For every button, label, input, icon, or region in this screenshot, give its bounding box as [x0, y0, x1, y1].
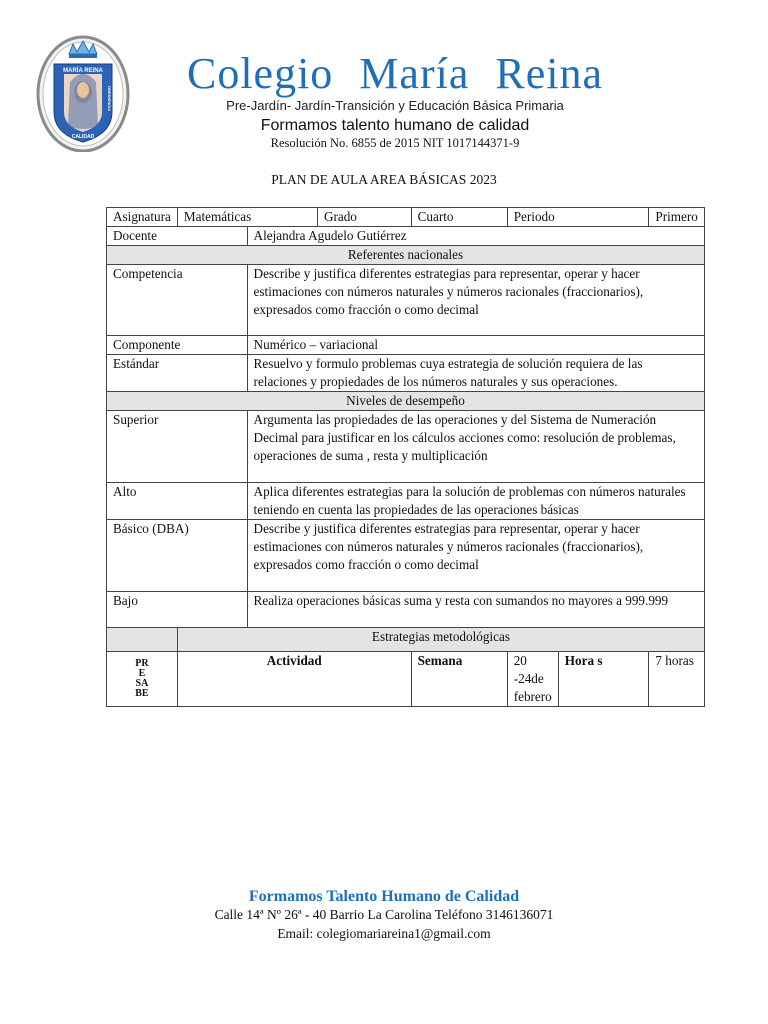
componente-label: Componente [107, 336, 248, 355]
table-row [107, 265, 705, 336]
horas-label: Hora s [558, 652, 649, 707]
svg-text:OBEDIENCIA: OBEDIENCIA [107, 86, 112, 112]
periodo-label: Periodo [507, 208, 649, 227]
table-row [107, 483, 705, 520]
table-row [107, 411, 705, 483]
prefase-line: SA [135, 678, 149, 689]
referentes-header: Referentes nacionales [107, 246, 705, 265]
semana-label: Semana [411, 652, 507, 707]
lesson-plan-table [106, 207, 705, 707]
horas-value: 7 horas [649, 652, 705, 707]
semana-value: 20 -24de febrero [507, 652, 558, 707]
asignatura-value: Matemáticas [177, 208, 317, 227]
table-row [107, 652, 705, 707]
grado-value: Cuarto [411, 208, 507, 227]
docente-label: Docente [107, 227, 248, 246]
table-row [107, 392, 705, 411]
estrategias-blank-cell [107, 628, 178, 652]
bajo-value: Realiza operaciones básicas suma y resta con sumandos no mayores a 999.999 [247, 592, 704, 628]
superior-label: Superior [107, 411, 248, 483]
school-name-title: Colegio María Reina [186, 49, 603, 98]
competencia-label: Competencia [107, 265, 248, 336]
componente-value: Numérico – variacional [247, 336, 704, 355]
prefase-label [107, 652, 178, 707]
footer-address: Calle 14ª Nº 26ª - 40 Barrio La Carolina Teléfono 3146136071 [214, 907, 554, 922]
docente-value: Alejandra Agudelo Gutiérrez [247, 227, 704, 246]
school-levels-subtitle: Pre-Jardín- Jardín-Transición y Educación Básica Primaria [226, 98, 564, 113]
school-seal-logo [36, 34, 130, 152]
competencia-value: Describe y justifica diferentes estrategias para representar, operar y hacer estimaciones con números naturales y números racionales (fraccionarios), expresados como fracción o como decimal [247, 265, 704, 336]
niveles-header: Niveles de desempeño [107, 392, 705, 411]
footer-email: Email: colegiomariareina1@gmail.com [277, 926, 491, 941]
header-motto: Formamos talento humano de calidad [260, 117, 530, 134]
estrategias-header: Estrategias metodológicas [177, 628, 704, 652]
prefase-line: PR [135, 658, 149, 669]
table-row [107, 336, 705, 355]
table-row [107, 208, 705, 227]
grado-label: Grado [317, 208, 411, 227]
asignatura-label: Asignatura [107, 208, 178, 227]
svg-text:MARÍA REINA: MARÍA REINA [63, 68, 103, 74]
periodo-value: Primero [649, 208, 705, 227]
svg-text:CALIDAD: CALIDAD [71, 134, 95, 140]
alto-value: Aplica diferentes estrategias para la solución de problemas con números naturales teniendo en cuenta las propiedades de las operaciones básicas [247, 483, 704, 520]
plan-title: PLAN DE AULA AREA BÁSICAS 2023 [271, 172, 497, 187]
table-row [107, 355, 705, 392]
resolution-nit: Resolución No. 6855 de 2015 NIT 1017144371-9 [270, 136, 520, 150]
table-row [107, 628, 705, 652]
alto-label: Alto [107, 483, 248, 520]
actividad-label: Actividad [177, 652, 411, 707]
table-row [107, 520, 705, 592]
basico-value: Describe y justifica diferentes estrategias para representar, operar y hacer estimaciones con números naturales y números racionales (fraccionarios), expresados como fracción o como decimal [247, 520, 704, 592]
prefase-line: BE [135, 688, 149, 699]
estandar-label: Estándar [107, 355, 248, 392]
footer-motto: Formamos Talento Humano de Calidad [248, 888, 520, 905]
table-row [107, 246, 705, 265]
svg-text:SUPERACIÓN: SUPERACIÓN [49, 94, 54, 121]
table-row [107, 227, 705, 246]
bajo-label: Bajo [107, 592, 248, 628]
superior-value: Argumenta las propiedades de las operaciones y del Sistema de Numeración Decimal para justificar en los cálculos acciones como: resolución de problemas, operaciones de suma , resta y multiplicación [247, 411, 704, 483]
table-row [107, 592, 705, 628]
basico-label: Básico (DBA) [107, 520, 248, 592]
estandar-value: Resuelvo y formulo problemas cuya estrategia de solución requiera de las relaciones y propiedades de los números naturales y sus operaciones. [247, 355, 704, 392]
prefase-line: E [138, 668, 146, 679]
